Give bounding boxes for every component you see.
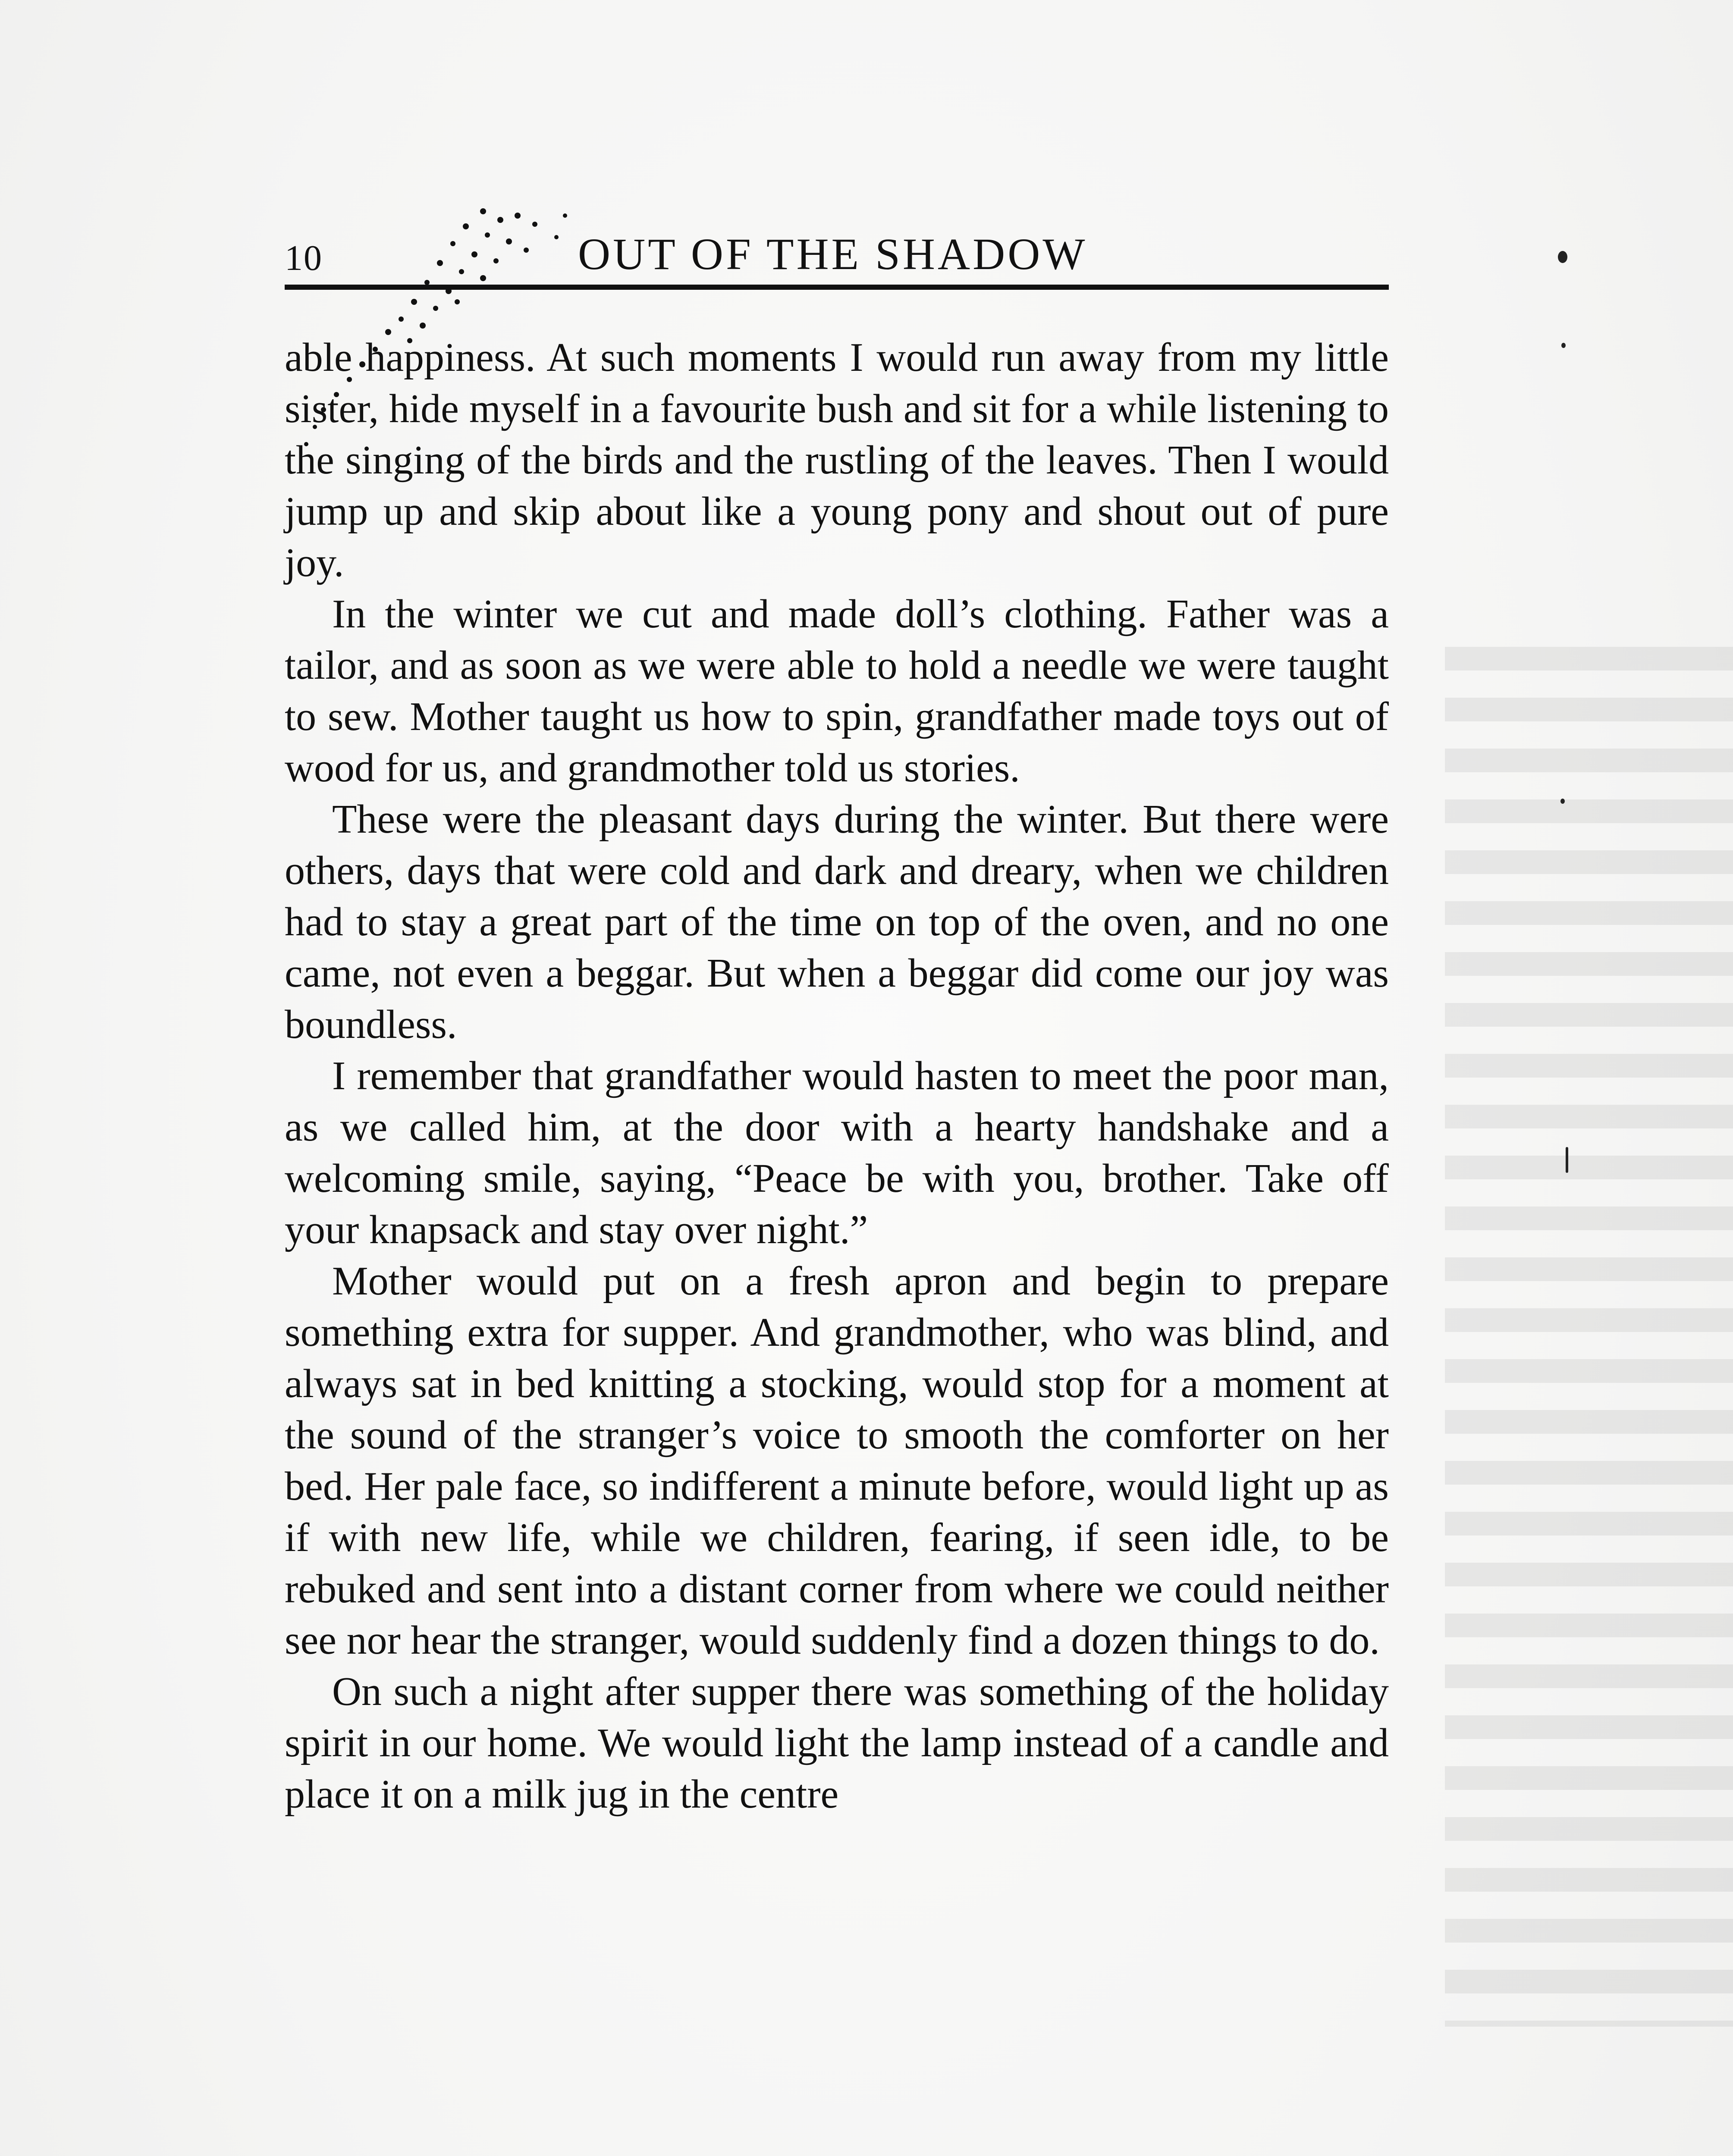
margin-speck bbox=[1561, 343, 1566, 348]
bleed-through-text bbox=[1445, 647, 1733, 2027]
page-header bbox=[285, 229, 1389, 293]
header-rule bbox=[285, 285, 1389, 290]
running-title: OUT OF THE SHADOW bbox=[578, 229, 1088, 279]
paragraph-3: These were the pleasant days during the winter. But there were others, days that were cold and dark and dreary, when we children had to stay a great part of the time on top of the oven, and no one came, not even a beggar. But when a beggar did come our joy was boundless. bbox=[285, 797, 1389, 1047]
paragraph-2: In the winter we cut and made doll’s clothing. Father was a tailor, and as soon as we were able to hold a needle we were taught to sew. Mother taught us how to spin, grandfather made toys out of wood for us, and grandmother told us stories. bbox=[285, 592, 1389, 790]
paragraph-1: able happiness. At such moments I would run away from my little sister, hide myself in a favourite bush and sit for a while listening to the singing of the birds and the rustling of the leaves. Then I would jump up and skip about like a young pony and shout out of pure joy. bbox=[285, 335, 1389, 585]
margin-speck bbox=[1566, 1147, 1568, 1173]
paragraph-6: On such a night after supper there was something of the holiday spirit in our home. We would light the lamp instead of a candle and place it on a milk jug in the centre bbox=[285, 1669, 1389, 1817]
body-text bbox=[285, 332, 1389, 1820]
margin-speck bbox=[1560, 799, 1565, 804]
paragraph-4: I remember that grandfather would hasten to meet the poor man, as we called him, at the door with a hearty handshake and a welcoming smile, saying, “Peace be with you, brother. Take off your knapsack and stay over night.” bbox=[285, 1053, 1389, 1252]
page-number: 10 bbox=[285, 238, 323, 278]
paragraph-5: Mother would put on a fresh apron and begin to prepare something extra for supper. And grandmother, who was blind, and always sat in bed knitting a stocking, would stop for a moment at the sound of the stranger’s voice to smooth the comforter on her bed. Her pale face, so indifferent a minute before, would light up as if with new life, while we children, fearing, if seen idle, to be rebuked and sent into a distant corner from where we could neither see nor hear the stranger, would suddenly find a dozen things to do. bbox=[285, 1259, 1389, 1663]
margin-speck bbox=[1558, 251, 1567, 263]
